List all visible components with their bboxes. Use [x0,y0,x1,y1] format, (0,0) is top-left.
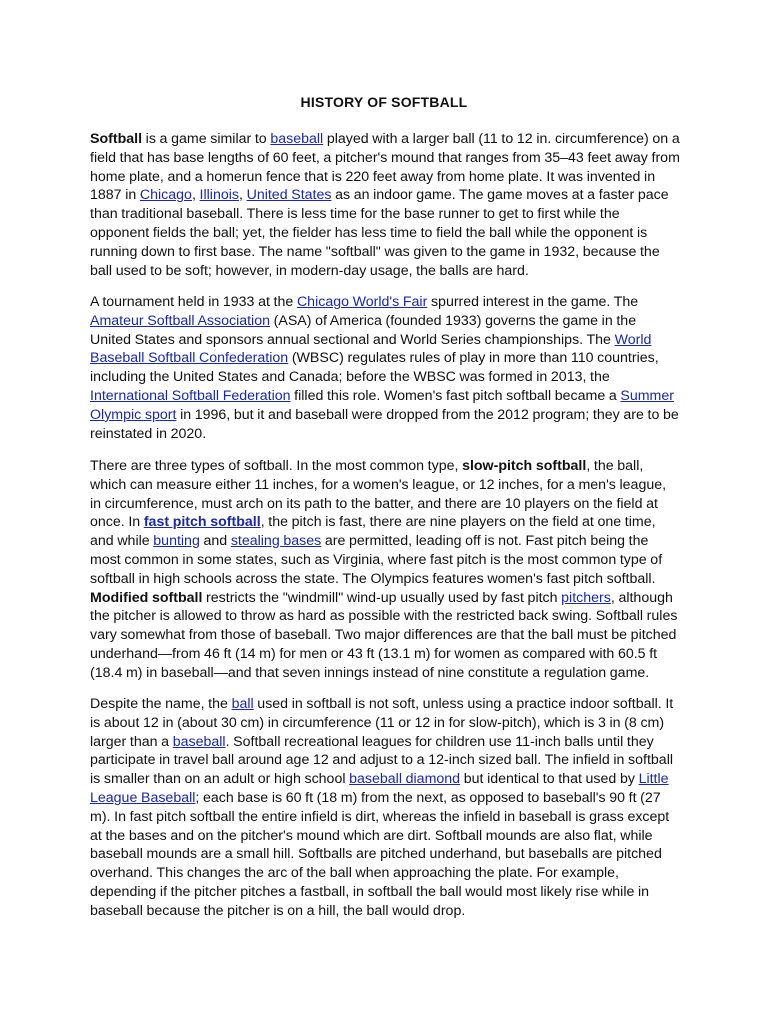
link-pitchers[interactable]: pitchers [561,589,611,606]
paragraph-intro [90,130,680,280]
link-illinois[interactable]: Illinois [199,187,239,204]
link-chicago[interactable]: Chicago [139,187,192,204]
link-united-states[interactable]: United States [246,187,332,204]
link-stealing-bases[interactable]: stealing bases [230,533,322,550]
text: There are three types of softball. In the most common type, [90,458,463,474]
link-amateur-softball-association[interactable]: Amateur Softball Association [90,312,270,329]
text: ; each base is 60 ft (18 m) from the next, as opposed to baseball's 90 ft (27 m). In fast pitch softball the entire infield is dirt, whereas the infield in baseball is grass except at the bases and on the pitcher's mound which are dirt. Softball mounds are also flat, while baseball mounds are a small hill. Softballs are pitched underhand, but baseballs are pitched overhand. This changes the arc of the ball when approaching the plate. For example, depending if the pitcher pitches a fastball, in softball the ball would most likely rise while in baseball because the pitcher is on a hill, the ball would drop. [90,789,670,919]
link-baseball-diamond[interactable]: baseball diamond [349,771,461,788]
link-fast-pitch-softball[interactable]: fast pitch softball [143,514,261,531]
text: A tournament held in 1933 at the [90,294,297,310]
text: Despite the name, the [90,696,232,712]
paragraph-governance [90,293,680,443]
link-baseball-2[interactable]: baseball [172,733,226,750]
text: but identical to that used by [460,771,639,788]
text: spurred interest in the game. The [427,294,639,310]
link-wbsc[interactable]: World Baseball Softball Confederation [90,331,652,367]
link-summer-olympic-sport[interactable]: Summer Olympic sport [90,387,674,423]
text: and [199,533,231,550]
paragraph-ball-and-field [90,695,680,921]
link-bunting[interactable]: bunting [153,533,200,550]
page-title: HISTORY OF SOFTBALL [300,94,468,110]
link-chicago-worlds-fair[interactable]: Chicago World's Fair [296,294,428,310]
text: as an indoor game. The game moves at a faster pace than traditional baseball. There is less time for the base runner to get to first while the opponent fields the ball; yet, the fielder has less time to field the ball while the opponent is running down to first base. The name "softball" was given to the game in 1932, because the ball used to be soft; however, in modern-day usage, the balls are hard. [90,187,669,279]
text: , the ball, which can measure either 11 inches, for a women's league, or 12 inches, for a men's league, in circumference, must arch on its path to the batter, and there are 10 players on the field at once. In [90,458,667,531]
text: (WBSC) regulates rules of play in more than 110 countries, including the United States and Canada; before the WBSC was formed in 2013, the [90,350,659,386]
text: is a game similar to [142,131,271,147]
text: , the pitch is fast, there are nine players on the field at one time, and while [90,514,656,550]
text: , [238,187,247,204]
bold-term-softball: Softball [90,131,143,147]
bold-term-slow-pitch: slow-pitch softball [462,458,587,474]
text: played with a larger ball (11 to 12 in. circumference) on a field that has base lengths of 60 feet, a pitcher's mound that ranges from 35–43 feet away from home plate, and a homerun fence that is 220 feet away from home plate. It was invented in 1887 in [90,131,680,204]
text: filled this role. Women's fast pitch softball became a [290,387,621,404]
text: in 1996, but it and baseball were dropped from the 2012 program; they are to be reinstated in 2020. [90,406,679,442]
text: (ASA) of America (founded 1933) governs the game in the United States and sponsors annual sectional and World Series championships. The [90,312,637,348]
link-ball[interactable]: ball [231,696,254,712]
text: . Softball recreational leagues for children use 11-inch balls until they participate in travel ball around age 12 and adjust to a 12-inch sized ball. The infield in softball is smaller than on an adult or high school [90,733,674,788]
text: , although the pitcher is allowed to throw as hard as possible with the restricted back swing. Softball rules vary somewhat from those of baseball. Two major differences are that the ball must be pitched underhand—from 46 ft (14 m) for men or 43 ft (13.1 m) for women as compared with 60.5 ft (18.4 m) in baseball—and that seven innings instead of nine constitute a regulation game. [90,589,678,681]
link-little-league-baseball[interactable]: Little League Baseball [90,771,669,806]
text: , [191,187,200,204]
text: used in softball is not soft, unless using a practice indoor softball. It is about 12 in (about 30 cm) in circumference (11 or 12 in for slow-pitch), which is 3 in (8 cm) larger than a [90,696,674,750]
paragraph-types [90,457,680,683]
link-baseball[interactable]: baseball [270,131,324,147]
link-international-softball-federation[interactable]: International Softball Federation [90,387,291,404]
text: are permitted, leading off is not. Fast pitch being the most common in some states, such as Virginia, where fast pitch is the most common type of softball in high schools across the state. The Olympics features women's fast pitch softball. [90,533,663,587]
text: restricts the "windmill" wind-up usually used by fast pitch [202,589,562,606]
bold-term-modified-softball: Modified softball [90,589,203,606]
